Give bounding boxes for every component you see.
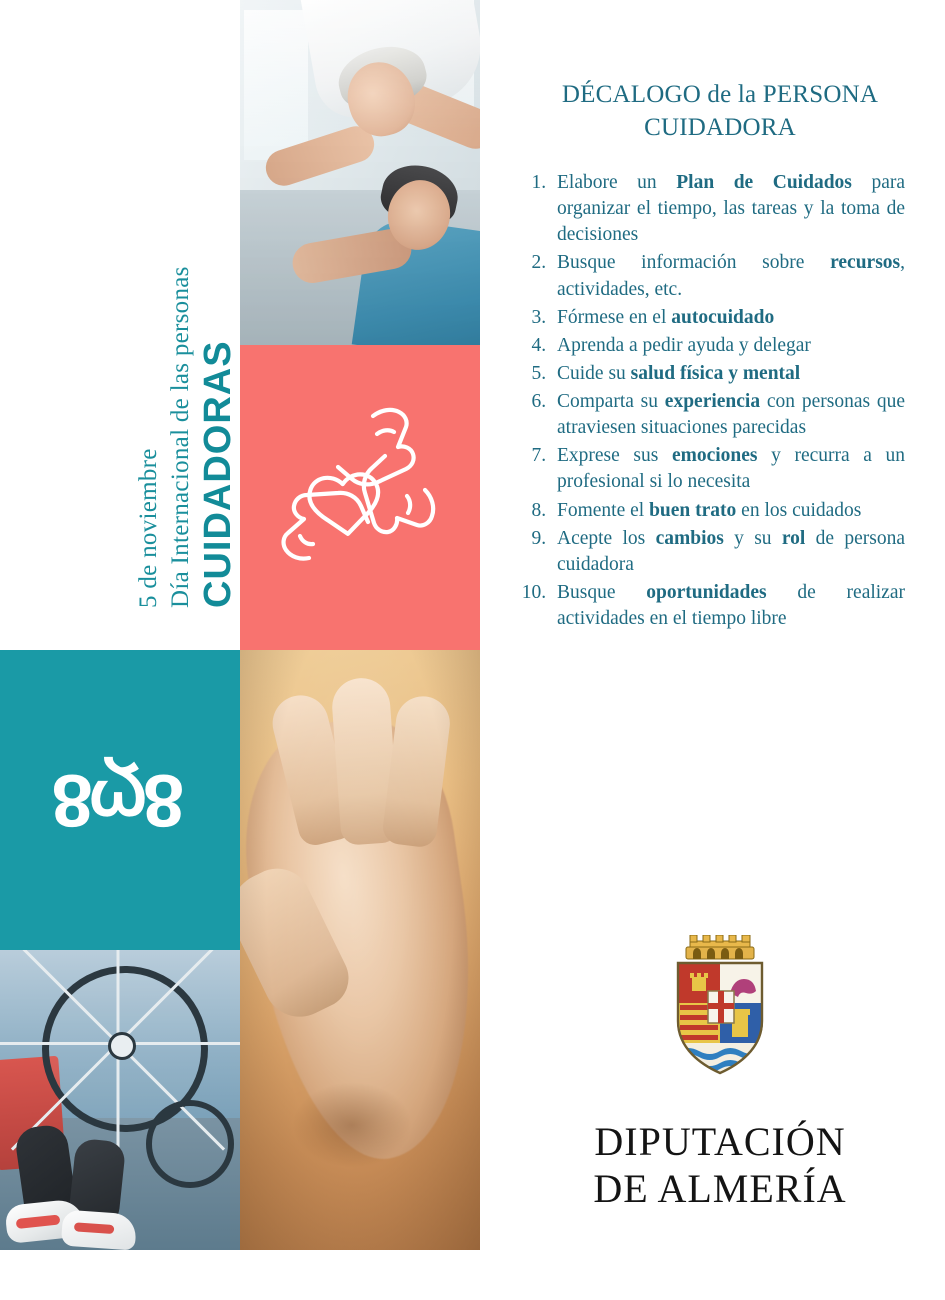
event-title: CUIDADORAS — [197, 340, 240, 608]
list-item: 2. Busque información sobre recursos, actividades, etc. — [551, 250, 905, 302]
page-title: DÉCALOGO de la PERSONA CUIDADORA — [561, 81, 879, 141]
wheelchair-legs-photo — [0, 950, 240, 1250]
event-date: 5 de noviembre — [135, 448, 163, 608]
list-item: 1. Elabore un Plan de Cuidados para organizar el tiempo, las tareas y la toma de decisiones — [551, 170, 905, 248]
wheel-spoke — [0, 1042, 118, 1045]
list-item: 4. Aprenda a pedir ayuda y delegar — [551, 333, 905, 359]
wheel-hub — [108, 1032, 136, 1060]
organization-line-1: DIPUTACIÓN — [594, 1119, 846, 1164]
content-column — [495, 0, 945, 1300]
vertical-title — [0, 0, 240, 650]
hands-heart-panel — [240, 345, 480, 650]
hand-photo-vignette — [240, 650, 480, 1250]
list-item: 3. Fórmese en el autocuidado — [551, 305, 905, 331]
organization-line-2: DE ALMERÍA — [593, 1166, 847, 1212]
care-logo-glyph: 8ღ8 — [55, 759, 185, 842]
wheel-spoke — [117, 950, 120, 1044]
wheel-small — [146, 1100, 234, 1188]
list-item: 8. Fomente el buen trato en los cuidados — [551, 498, 905, 524]
list-item: 10. Busque oportunidades de realizar actividades en el tiempo libre — [551, 580, 905, 632]
elderly-hand-photo — [240, 650, 480, 1250]
list-item: 9. Acepte los cambios y su rol de persona cuidadora — [551, 526, 905, 578]
seniors-exercising-photo — [240, 0, 480, 345]
wheel-spoke — [118, 1042, 240, 1045]
list-item: 7. Exprese sus emociones y recurra a un profesional si lo necesita — [551, 443, 905, 495]
list-item: 5. Cuide su salud física y mental — [551, 361, 905, 387]
vertical-title-column — [0, 0, 240, 650]
organization-name — [495, 1118, 945, 1212]
photo-overlay — [240, 0, 480, 345]
event-subtitle: Día Internacional de las personas — [167, 266, 195, 608]
decalogo-list — [523, 170, 905, 632]
hands-heart-icon — [265, 398, 455, 598]
crest-container — [495, 935, 945, 1095]
almeria-coat-of-arms-icon — [660, 935, 780, 1095]
logo-panel — [0, 650, 240, 950]
list-item: 6. Comparta su experiencia con personas que atraviesen situaciones parecidas — [551, 389, 905, 441]
